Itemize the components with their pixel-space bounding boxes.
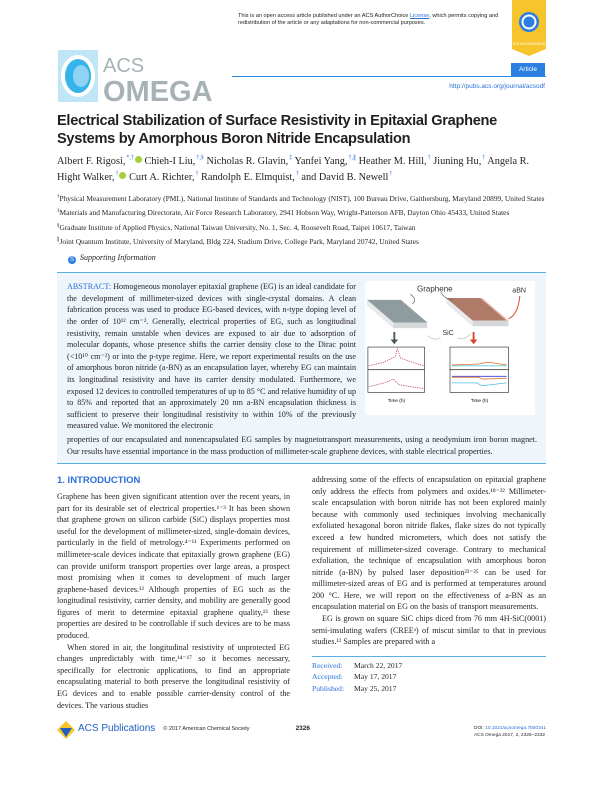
affiliation: ∥Joint Quantum Institute, University of Maryland, Bldg 224, Stadium Drive, College Park, Maryland 20742, United States: [57, 236, 419, 246]
author[interactable]: Yanfei Yang,: [294, 156, 348, 167]
page-footer: [57, 721, 546, 739]
x-axis-label: Time (h): [387, 397, 406, 403]
body-column-left: [57, 474, 290, 711]
notice-text: This is an open access article published under an ACS AuthorChoice: [238, 13, 410, 19]
orcid-icon[interactable]: [119, 172, 126, 179]
author-affiliation-marks: †: [482, 155, 486, 161]
abstract-text: ABSTRACT: Homogeneous monolayer epitaxial graphene (EG) is an ideal candidate for the development of millimeter-sized devices with single-crystal domains. A clean fabrication process was used to produce EG-based devices, with n-type doping level of the order of 10¹² cm⁻². Generally, electrical properties of EG, such as longitudinal resistivity, remain unstable when devices are exposed to air due to adsorption of molecular dopants, whose presence shifts the carrier density close to the Dirac point (<10¹⁰ cm⁻²) or into the p-type regime. Here, we report experimental results on the use of amorphous boron nitride (a-BN) as an encapsulation layer, whereby EG can maintain its longitudinal resistivity and have its carrier density modulated. Furthermore, we exposed 12 devices to controlled temperatures of up to 85 °C and relative humidity of up to 85% and reported that an approximately 20 nm a-BN encapsulation thickness is sufficient to preserve their longitudinal resistivity to within 10% of the previously measured value. We monitored the electronic: [67, 282, 356, 431]
section-heading-introduction: 1. INTRODUCTION: [57, 475, 141, 487]
paragraph: Graphene has been given significant attention over the recent years, in part for its desirable set of electrical properties.¹⁻³ It has been shown that graphene grown on silicon carbide (SiC) displays properties most useful for the development of millimeter-sized, single-domain devices, particularly in the field of metrology.⁴⁻¹¹ Experiments performed on millimeter-scale devices indicate that epitaxially grown graphene (EG) can provide uniform transport properties over large areas, a prospect most promising when it comes to development of much larger graphene-based devices.¹² Although properties of EG such as the longitudinal resistivity, carrier density, and mobility are generally good figures of merit to determine epitaxial graphene quality,¹³ these properties are desired to be controllable if such devices are to be mass produced.: [57, 492, 290, 641]
paragraph: When stored in air, the longitudinal resistivity of unprotected EG changes unpredictably with time,¹⁴⁻¹⁷ so it becomes necessary, specifically for electronic applications, to find an appropriate encapsulating material to both preserve the longitudinal resistivity of EG devices and to enable possible carrier-density control of the devices. The various studies: [57, 642, 290, 710]
author[interactable]: Albert F. Rigosi,: [57, 156, 126, 167]
paragraph: addressing some of the effects of encapsulation on epitaxial graphene only address the effects from polymers and oxides.¹⁸⁻²² Millimeter-scale encapsulation with boron nitride has not been explored mainly because with commonly used techniques involving mechanically exfoliated hexagonal boron nitride flakes, flake sizes do not typically exceed a few hundred micrometers, which does not satisfy the requirement of millimeter-sized coverage. Contrary to mechanical exfoliation, the technique of encapsulation with amorphous boron nitride (a-BN) by pulsed laser deposition²³⁻²⁵ can be used for millimeter-sized areas of EG and is performed at temperatures around 200 °C. Here, we will report on the effectiveness of a-BN as an encapsulation material on EG on the basis of transport measurements.: [312, 475, 546, 612]
logo-acs-text: ACS: [103, 55, 145, 77]
author-affiliation-marks: *,†: [126, 155, 134, 161]
affiliations: [57, 194, 546, 247]
author[interactable]: Chieh-I Liu,: [144, 156, 196, 167]
affiliation: §Graduate Institute of Applied Physics, National Taiwan University, No. 1, Sec. 4, Roosevelt Road, Taipei 10617, Taiwan: [57, 222, 416, 232]
x-axis-label: Time (h): [470, 397, 489, 403]
page-number: 2326: [295, 725, 311, 733]
license-link[interactable]: License: [409, 13, 430, 19]
authorchoice-badge-icon[interactable]: [512, 0, 546, 56]
doi-link[interactable]: 10.1021/acsomega.7b00341: [485, 726, 546, 732]
body-columns: [57, 474, 546, 711]
publication-dates: [312, 656, 546, 695]
author-list: [57, 154, 546, 185]
abn-label: aBN: [512, 287, 527, 295]
author-affiliation-marks: †: [115, 170, 119, 177]
author-affiliation-marks: †: [195, 170, 199, 177]
author[interactable]: Randolph E. Elmquist,: [201, 171, 295, 183]
sic-label: SiC: [442, 329, 454, 337]
author-affiliation-marks: ‡: [289, 155, 293, 161]
date-accepted: Accepted: May 17, 2017: [312, 672, 397, 682]
abstract-label: ABSTRACT:: [67, 282, 112, 292]
author[interactable]: Heather M. Hill,: [358, 156, 427, 167]
graphene-label: Graphene: [416, 284, 453, 294]
author[interactable]: Curt A. Richter,: [129, 171, 195, 183]
acs-omega-logo: [57, 48, 237, 104]
affiliation: †Physical Measurement Laboratory (PML), National Institute of Standards and Technology (NIST), 100 Bureau Drive, Gaithersburg, Maryland 20899, United States: [57, 194, 545, 203]
open-access-notice: [238, 13, 508, 28]
author-affiliation-marks: †,∥: [348, 155, 356, 161]
badge-text: ACS AUTHORCHOICE: [512, 42, 546, 46]
abstract-text-continued: properties of our encapsulated and nonencapsulated EG samples by magnetotransport measurements, using a neodymium iron boron magnet. Our results have essential importance in the mass production of millimeter-scale graphene devices, with stable electrical properties.: [67, 434, 537, 456]
author-affiliation-marks: †: [427, 155, 431, 161]
author[interactable]: and David B. Newell: [301, 171, 389, 183]
date-received: Received: March 22, 2017: [312, 660, 403, 670]
author[interactable]: Nicholas R. Glavin,: [206, 156, 289, 167]
notice-text-suffix: , which permits copying and redistribution of the article or any adaptations for non-commercial purposes.: [238, 13, 499, 27]
article-title: Electrical Stabilization of Surface Resistivity in Epitaxial Graphene Systems by Amorphous Boron Nitride Encapsulation: [57, 113, 497, 147]
author-affiliation-marks: †: [295, 170, 299, 177]
article-type-badge: Article: [511, 63, 545, 76]
logo-omega-text: OMEGA: [103, 76, 213, 104]
publisher-name: ACS Publications: [78, 723, 156, 735]
body-column-right: [312, 474, 546, 711]
journal-url-link[interactable]: http://pubs.acs.org/journal/acsodf: [449, 83, 545, 90]
supporting-information-link[interactable]: [68, 253, 546, 264]
abstract-box: [57, 272, 546, 464]
affiliation: ‡Materials and Manufacturing Directorate, Air Force Research Laboratory, 2941 Hobson Way, Wright-Patterson AFB, Dayton Ohio 45433, United States: [57, 208, 510, 218]
citation: ACS Omega 2017, 2, 2326−2332: [473, 733, 546, 739]
supporting-info-icon: S: [69, 257, 74, 264]
author[interactable]: Jiuning Hu,: [433, 156, 482, 167]
doi-block: DOI: 10.1021/acsomega.7b00341 ACS Omega 2017, 2, 2326−2332: [473, 726, 546, 739]
copyright: © 2017 American Chemical Society: [163, 726, 250, 733]
paragraph: EG is grown on square SiC chips diced from 76 mm 4H-SiC(0001) semi-insulating wafers (CREEᵃ) of miscut similar to that in previous studies.¹² Samples are prepared with a: [312, 614, 546, 647]
date-published: Published: May 25, 2017: [312, 683, 397, 693]
author-affiliation-marks: †: [389, 170, 393, 177]
author[interactable]: Angela R. Hight Walker,: [57, 156, 530, 183]
supporting-info-label: Supporting Information: [80, 253, 156, 263]
header-divider: [232, 76, 546, 77]
article-body: [0, 104, 600, 739]
author-affiliation-marks: †,§: [196, 155, 204, 161]
acs-publications-logo-icon: [57, 721, 75, 739]
page-header: [0, 0, 600, 104]
toc-graphic: [365, 281, 535, 415]
orcid-icon[interactable]: [135, 156, 142, 163]
